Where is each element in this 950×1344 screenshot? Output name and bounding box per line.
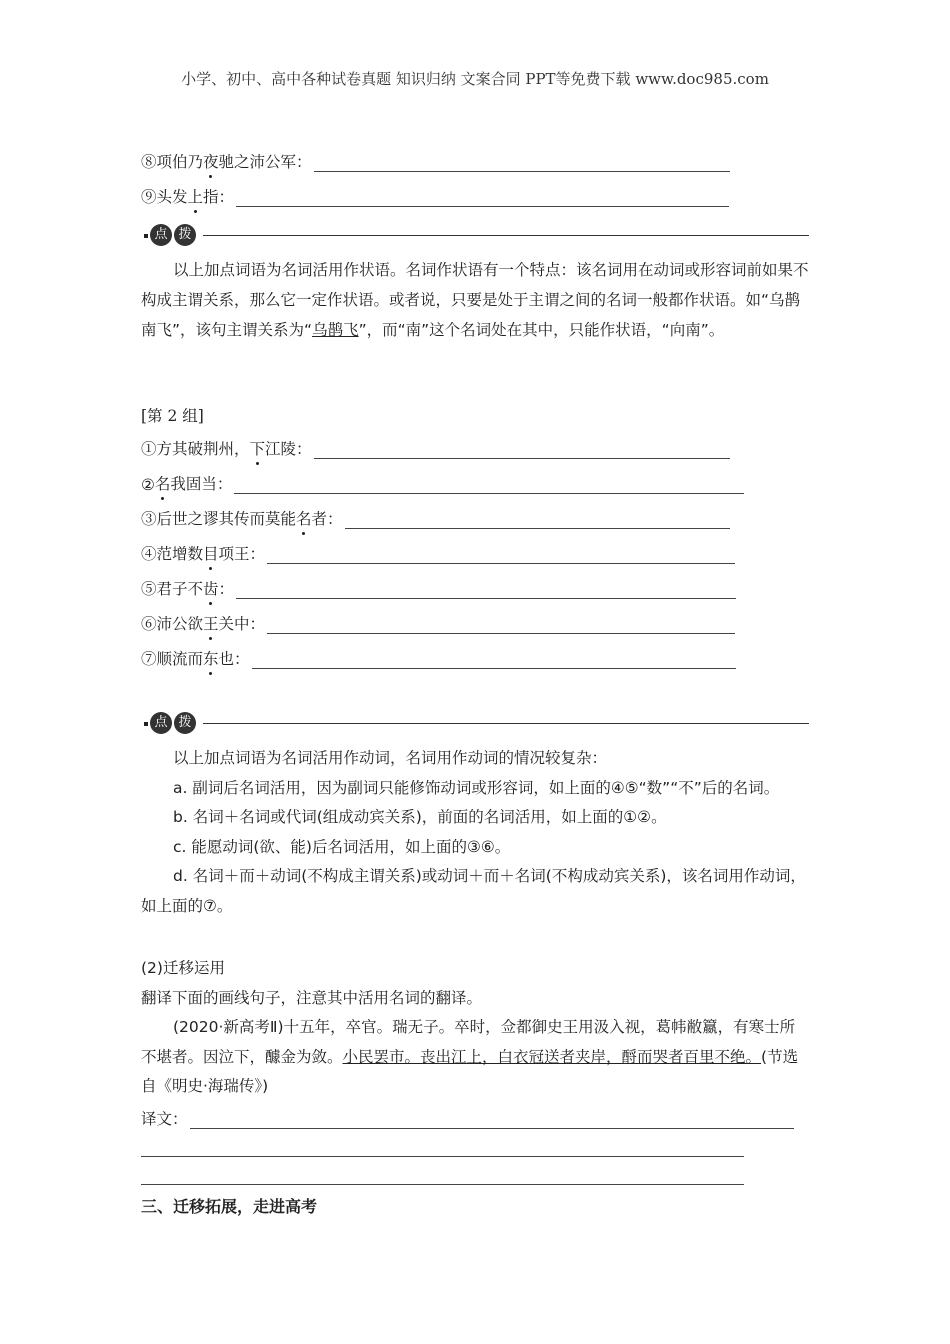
answer-blank[interactable] xyxy=(314,153,730,172)
tip2-c: c. 能愿动词(欲、能)后名词活用，如上面的③⑥。 xyxy=(173,837,511,856)
item-suffix: 我固当： xyxy=(170,475,233,493)
tip-badge-1: 点 xyxy=(150,712,172,734)
question-item-3 xyxy=(141,507,730,529)
tip1-text: 以上加点词语为名词活用作状语。名词作状语有一个特点：该名词用在动词或形容词前如果不构成主谓关系，那么它一定作状语。或者说，只要是处于主谓之间的名词一般都作状语。如“乌鹊南飞”，该句主谓关系为“ xyxy=(141,261,809,339)
question-item-5 xyxy=(141,577,736,599)
question-item-8 xyxy=(141,150,730,172)
divider xyxy=(203,235,809,236)
answer-blank[interactable] xyxy=(236,580,736,599)
item-suffix: 驰之沛公军： xyxy=(218,153,312,171)
tip-header xyxy=(141,711,809,737)
bullet-square xyxy=(144,722,148,726)
item-prefix: ② xyxy=(141,476,155,494)
question-item-1 xyxy=(141,437,730,459)
answer-line-3 xyxy=(141,1166,744,1185)
passage-text: (2020·新高考Ⅱ)十五年，卒官。瑞无子。卒时，佥都御史王用汲入视，葛帏敝籝，有寒士所不堪者。因泣下，醵金为敛。 xyxy=(141,1018,796,1066)
answer-blank[interactable] xyxy=(314,440,730,459)
dotted-word: 名 xyxy=(155,472,171,494)
page-header: 小学、初中、高中各种试卷真题 知识归纳 文案合同 PPT等免费下载 www.doc985.com xyxy=(181,70,769,88)
tip2-d: d. 名词＋而＋动词(不构成主谓关系)或动词＋而＋名词(不构成动宾关系)，该名词用作动词，如上面的⑦。 xyxy=(141,867,806,915)
dotted-word: 齿 xyxy=(203,577,219,599)
transfer-title: (2)迁移运用 xyxy=(141,959,225,977)
item-prefix: ③后世之谬其传而莫能 xyxy=(141,510,297,528)
transfer-section xyxy=(141,954,809,1102)
item-suffix: ： xyxy=(218,580,235,598)
answer-line-1 xyxy=(141,1107,794,1129)
bullet-square xyxy=(144,234,148,238)
item-prefix: ⑦顺流而 xyxy=(141,650,204,668)
dotted-word: 东 xyxy=(203,647,219,669)
tip-badge-2: 拨 xyxy=(174,224,196,246)
tip2-a: a. 副词后名词活用，因为副词只能修饰动词或形容词，如上面的④⑤“数”“不”后的名词。 xyxy=(173,778,780,797)
answer-blank[interactable] xyxy=(234,475,744,494)
dotted-word: 名 xyxy=(296,507,312,529)
transfer-instruction: 翻译下面的画线句子，注意其中活用名词的翻译。 xyxy=(141,988,483,1007)
item-suffix: 关中： xyxy=(218,615,266,633)
answer-blank[interactable] xyxy=(141,1166,744,1185)
group2-label: [第 2 组] xyxy=(141,407,204,425)
answer-blank[interactable] xyxy=(345,510,730,529)
divider xyxy=(203,723,809,724)
item-prefix: ④范增数 xyxy=(141,545,204,563)
dotted-word: 目 xyxy=(203,542,219,564)
tip-badge-1: 点 xyxy=(150,224,172,246)
item-prefix: ⑨头发 xyxy=(141,188,188,206)
passage-underlined: 小民罢市。丧出江上，白衣冠送者夹岸，酹而哭者百里不绝。 xyxy=(342,1047,762,1066)
question-item-6 xyxy=(141,612,735,634)
tip1-paragraph xyxy=(141,255,809,345)
tip-badge-2: 拨 xyxy=(174,712,196,734)
dotted-word: 上 xyxy=(188,185,204,207)
item-prefix: ⑥沛公欲 xyxy=(141,615,204,633)
question-item-9 xyxy=(141,185,729,207)
question-item-7 xyxy=(141,647,736,669)
answer-blank[interactable] xyxy=(267,545,735,564)
tip1-underlined: 乌鹊飞 xyxy=(312,321,359,339)
dotted-word: 下 xyxy=(250,437,266,459)
item-prefix: ⑤君子不 xyxy=(141,580,204,598)
answer-label: 译文： xyxy=(141,1110,188,1128)
item-prefix: ①方其破荆州， xyxy=(141,440,250,458)
answer-blank[interactable] xyxy=(267,615,735,634)
question-item-4 xyxy=(141,542,735,564)
tip2-b: b. 名词＋名词或代词(组成动宾关系)，前面的名词活用，如上面的①②。 xyxy=(173,808,667,826)
item-suffix: 也： xyxy=(218,650,250,668)
item-suffix: 项王： xyxy=(218,545,266,563)
answer-blank[interactable] xyxy=(252,650,736,669)
tip-header xyxy=(141,223,809,249)
item-suffix: 江陵： xyxy=(265,440,312,458)
dotted-word: 王 xyxy=(203,612,219,634)
section-heading: 三、迁移拓展，走进高考 xyxy=(141,1197,318,1216)
item-suffix: 者： xyxy=(311,510,343,528)
item-prefix: ⑧项伯乃 xyxy=(141,153,204,171)
dotted-word: 夜 xyxy=(203,150,219,172)
tip1-text-end: ”，而“南”这个名词处在其中，只能作状语，“向南”。 xyxy=(358,321,725,339)
answer-blank[interactable] xyxy=(141,1138,744,1157)
answer-blank[interactable] xyxy=(190,1110,794,1129)
question-item-2 xyxy=(141,472,744,494)
passage-source: (节选自《明史·海瑞传》) xyxy=(141,1047,799,1095)
answer-blank[interactable] xyxy=(236,188,729,207)
tip2-paragraph xyxy=(141,744,809,921)
item-suffix: 指： xyxy=(203,188,235,206)
tip2-intro: 以上加点词语为名词活用作动词，名词用作动词的情况较复杂： xyxy=(173,749,608,767)
answer-line-2 xyxy=(141,1138,744,1157)
